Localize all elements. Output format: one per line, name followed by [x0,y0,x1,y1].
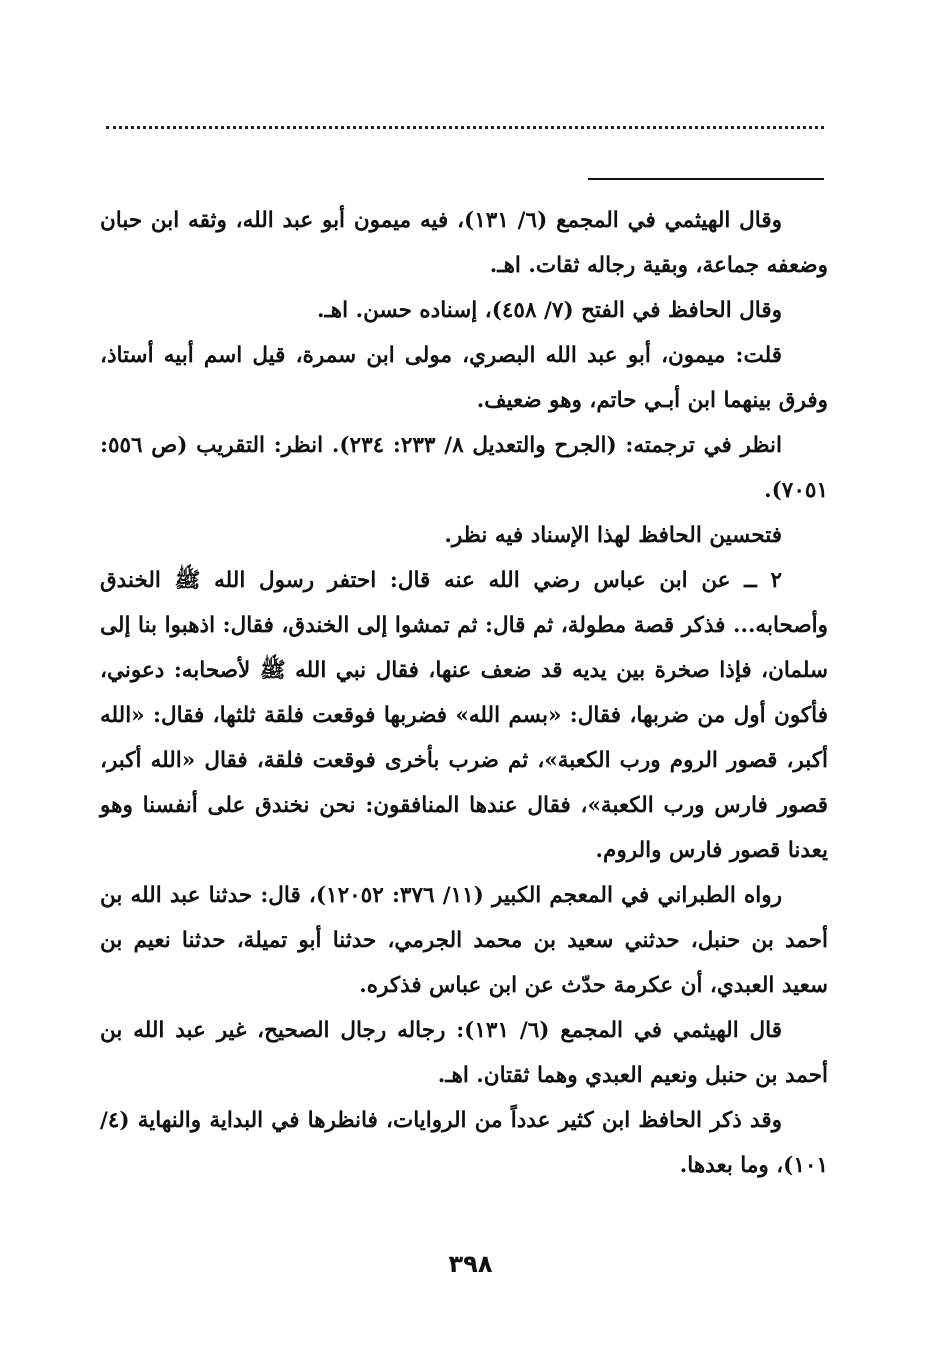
paragraph-hafiz-fath: وقال الحافظ في الفتح (٧/ ٤٥٨)، إسناده حسن. اهـ. [317,298,782,323]
paragraph-ibn-kathir: وقد ذكر الحافظ ابن كثير عدداً من الروايات، فانظرها في البداية والنهاية (٤/ ١٠١)، وما بعدها. [100,1108,828,1178]
page-number: ٣٩٨ [448,1250,493,1278]
footnote-text-block [100,198,828,1188]
paragraph-translation-ref: انظر في ترجمته: (الجرح والتعديل ٨/ ٢٣٣: ٢٣٤). انظر: التقريب (ص ٥٥٦: ٧٠٥١). [100,433,828,503]
dotted-separator [106,126,824,129]
paragraph-tahsin: فتحسين الحافظ لهذا الإسناد فيه نظر. [444,523,782,548]
paragraph-tabarani: رواه الطبراني في المعجم الكبير (١١/ ٣٧٦: ١٢٠٥٢)، قال: حدثنا عبد الله بن أحمد بن حنبل، حدثني سعيد بن محمد الجرمي، حدثنا أبو تميلة، حدثنا نعيم بن سعيد العبدي، أن عكرمة حدّث عن ابن عباس فذكره. [100,883,828,998]
paragraph-qultu-maymun: قلت: ميمون، أبو عبد الله البصري، مولى ابن سمرة، قيل اسم أبيه أستاذ، وفرق بينهما ابن أبـي حاتم، وهو ضعيف. [100,343,828,413]
paragraph-haythami-1: وقال الهيثمي في المجمع (٦/ ١٣١)، فيه ميمون أبو عبد الله، وثقه ابن حبان وضعفه جماعة، وبقية رجاله ثقات. اهـ. [100,208,828,278]
paragraph-hadith-2: ٢ ــ عن ابن عباس رضي الله عنه قال: احتفر رسول الله ﷺ الخندق وأصحابه... فذكر قصة مطولة، ثم قال: ثم تمشوا إلى الخندق، فقال: اذهبوا بنا إلى سلمان، فإذا صخرة بين يديه قد ضعف عنها، فقال نبي الله ﷺ لأصحابه: دعوني، فأكون أول من ضربها، فقال: «بسم الله» فضربها فوقعت فلقة ثلثها، فقال: «الله أكبر، قصور الروم ورب الكعبة»، ثم ضرب بأخرى فوقعت فلقة، فقال «الله أكبر، قصور فارس ورب الكعبة»، فقال عندها المنافقون: نحن نخندق على أنفسنا وهو يعدنا قصور فارس والروم. [100,568,828,863]
paragraph-haythami-2: قال الهيثمي في المجمع (٦/ ١٣١): رجاله رجال الصحيح، غير عبد الله بن أحمد بن حنبل ونعيم العبدي وهما ثقتان. اهـ. [100,1018,828,1088]
footnote-separator-line [588,178,824,180]
